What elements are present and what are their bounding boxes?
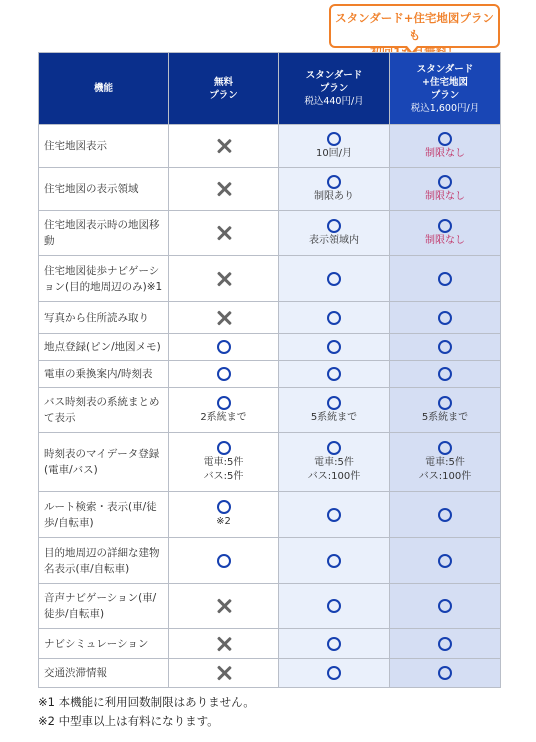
premium-plan-available-icon [438, 340, 452, 354]
premium-plan-available-icon [438, 311, 452, 325]
premium-plan-cell [390, 492, 501, 538]
free-plan-unavailable-icon [217, 182, 231, 196]
standard-plan-available-icon [327, 367, 341, 381]
free-plan-cell [169, 211, 279, 256]
free-plan-name: 無料 [213, 76, 233, 88]
footnotes [38, 693, 255, 731]
standard-plan-available-icon [327, 599, 341, 613]
table-row [39, 659, 501, 688]
footnote-1: ※1 本機能に利用回数制限はありません。 [38, 695, 255, 709]
premium-plan-cell [390, 584, 501, 629]
premium-plan-price: 税込1,600円/月 [410, 102, 480, 114]
table-row [39, 361, 501, 388]
free-plan-available-icon [217, 367, 231, 381]
premium-plan-cell [390, 659, 501, 688]
header-feature [39, 53, 169, 125]
free-plan-note: 2系統まで [200, 411, 247, 423]
standard-plan-available-icon [327, 554, 341, 568]
feature-name: バス時刻表の系統まとめて表示 [39, 388, 169, 433]
premium-plan-note: 制限なし [425, 147, 465, 159]
free-plan-unavailable-icon [217, 139, 231, 153]
premium-plan-available-icon [438, 219, 452, 233]
free-plan-unavailable-icon [217, 637, 231, 651]
free-plan-cell [169, 433, 279, 492]
header-feature-label: 機能 [93, 83, 113, 94]
table-row [39, 433, 501, 492]
feature-name: 住宅地図表示 [39, 125, 169, 168]
feature-name: ナビシミュレーション [39, 629, 169, 659]
standard-plan-available-icon [327, 441, 341, 455]
standard-plan-suffix: プラン [319, 83, 349, 94]
premium-plan-cell [390, 538, 501, 584]
standard-plan-cell [279, 629, 390, 659]
free-plan-available-icon [217, 396, 231, 410]
table-row [39, 388, 501, 433]
table-row [39, 334, 501, 361]
feature-name: 写真から住所読み取り [39, 302, 169, 334]
premium-plan-cell [390, 211, 501, 256]
standard-plan-available-icon [327, 132, 341, 146]
free-plan-suffix: プラン [209, 89, 238, 101]
premium-plan-cell [390, 302, 501, 334]
standard-plan-price: 税込440円/月 [304, 96, 364, 107]
table-row [39, 125, 501, 168]
standard-plan-note: 電車:5件 バス:100件 [307, 456, 361, 482]
free-plan-cell [169, 538, 279, 584]
header-premium-plan [390, 53, 501, 125]
free-plan-cell [169, 388, 279, 433]
free-plan-cell [169, 256, 279, 302]
feature-name: 地点登録(ピン/地図メモ) [39, 334, 169, 361]
feature-name: ルート検索・表示(車/徒歩/自転車) [39, 492, 169, 538]
premium-plan-cell [390, 168, 501, 211]
standard-plan-cell [279, 125, 390, 168]
premium-plan-cell [390, 125, 501, 168]
free-plan-unavailable-icon [217, 311, 231, 325]
table-row [39, 538, 501, 584]
table-row [39, 256, 501, 302]
callout-line-1: スタンダード+住宅地図プランも [335, 11, 494, 42]
header-row [39, 53, 501, 125]
standard-plan-note: 10回/月 [315, 147, 353, 159]
premium-plan-note: 制限なし [425, 234, 465, 246]
free-plan-available-icon [217, 500, 231, 514]
feature-name: 住宅地図徒歩ナビゲーション(目的地周辺のみ)※1 [39, 256, 169, 302]
premium-plan-available-icon [438, 554, 452, 568]
premium-plan-cell [390, 256, 501, 302]
free-plan-unavailable-icon [217, 226, 231, 240]
standard-plan-available-icon [327, 219, 341, 233]
standard-plan-available-icon [327, 508, 341, 522]
standard-plan-available-icon [327, 340, 341, 354]
standard-plan-cell [279, 256, 390, 302]
standard-plan-note: 5系統まで [310, 411, 358, 423]
premium-plan-cell [390, 361, 501, 388]
premium-plan-cell [390, 388, 501, 433]
free-plan-cell [169, 361, 279, 388]
table-row [39, 629, 501, 659]
standard-plan-cell [279, 659, 390, 688]
premium-plan-note: 制限なし [425, 190, 465, 202]
free-plan-note: ※2 [216, 516, 231, 527]
premium-plan-available-icon [438, 175, 452, 189]
standard-plan-available-icon [327, 666, 341, 680]
free-trial-callout [329, 4, 500, 48]
standard-plan-cell [279, 538, 390, 584]
free-plan-unavailable-icon [217, 272, 231, 286]
standard-plan-note: 表示領域内 [309, 234, 359, 246]
premium-plan-available-icon [438, 637, 452, 651]
standard-plan-available-icon [327, 396, 341, 410]
feature-name: 交通渋滞情報 [39, 659, 169, 688]
free-plan-unavailable-icon [217, 666, 231, 680]
standard-plan-note: 制限あり [314, 190, 354, 202]
premium-plan-available-icon [438, 666, 452, 680]
premium-plan-cell [390, 629, 501, 659]
standard-plan-cell [279, 168, 390, 211]
standard-plan-cell [279, 334, 390, 361]
premium-plan-available-icon [438, 508, 452, 522]
feature-name: 音声ナビゲーション(車/徒歩/自転車) [39, 584, 169, 629]
feature-name: 住宅地図表示時の地図移動 [39, 211, 169, 256]
feature-name: 時刻表のマイデータ登録(電車/バス) [39, 433, 169, 492]
plan-comparison-table [38, 52, 501, 688]
premium-plan-available-icon [438, 599, 452, 613]
footnote-2: ※2 中型車以上は有料になります。 [38, 714, 219, 728]
standard-plan-available-icon [327, 175, 341, 189]
free-plan-cell [169, 125, 279, 168]
standard-plan-cell [279, 361, 390, 388]
feature-name: 電車の乗換案内/時刻表 [39, 361, 169, 388]
premium-plan-addon: +住宅地図 [422, 76, 468, 88]
premium-plan-note: 5系統まで [421, 411, 469, 423]
standard-plan-cell [279, 584, 390, 629]
free-plan-cell [169, 629, 279, 659]
header-standard-plan [279, 53, 390, 125]
header-free-plan [169, 53, 279, 125]
table-row [39, 211, 501, 256]
standard-plan-cell [279, 211, 390, 256]
free-plan-cell [169, 302, 279, 334]
premium-plan-available-icon [438, 132, 452, 146]
standard-plan-cell [279, 388, 390, 433]
standard-plan-available-icon [327, 272, 341, 286]
premium-plan-available-icon [438, 396, 452, 410]
standard-plan-name: スタンダード [305, 70, 363, 81]
free-plan-cell [169, 334, 279, 361]
table-row [39, 302, 501, 334]
standard-plan-cell [279, 492, 390, 538]
free-plan-available-icon [217, 340, 231, 354]
free-plan-unavailable-icon [217, 599, 231, 613]
table-row [39, 492, 501, 538]
premium-plan-suffix: プラン [430, 89, 460, 101]
free-plan-cell [169, 659, 279, 688]
standard-plan-available-icon [327, 311, 341, 325]
standard-plan-cell [279, 302, 390, 334]
free-plan-cell [169, 584, 279, 629]
free-plan-available-icon [217, 441, 231, 455]
premium-plan-available-icon [438, 441, 452, 455]
table-row [39, 168, 501, 211]
free-plan-available-icon [217, 554, 231, 568]
premium-plan-available-icon [438, 367, 452, 381]
standard-plan-available-icon [327, 637, 341, 651]
premium-plan-available-icon [438, 272, 452, 286]
free-plan-cell [169, 492, 279, 538]
premium-plan-cell [390, 433, 501, 492]
premium-plan-name: スタンダード [416, 63, 474, 75]
free-plan-note: 電車:5件 バス:5件 [203, 456, 244, 482]
premium-plan-cell [390, 334, 501, 361]
free-plan-cell [169, 168, 279, 211]
premium-plan-note: 電車:5件 バス:100件 [418, 456, 472, 482]
feature-name: 住宅地図の表示領域 [39, 168, 169, 211]
feature-name: 目的地周辺の詳細な建物名表示(車/自転車) [39, 538, 169, 584]
table-row [39, 584, 501, 629]
standard-plan-cell [279, 433, 390, 492]
